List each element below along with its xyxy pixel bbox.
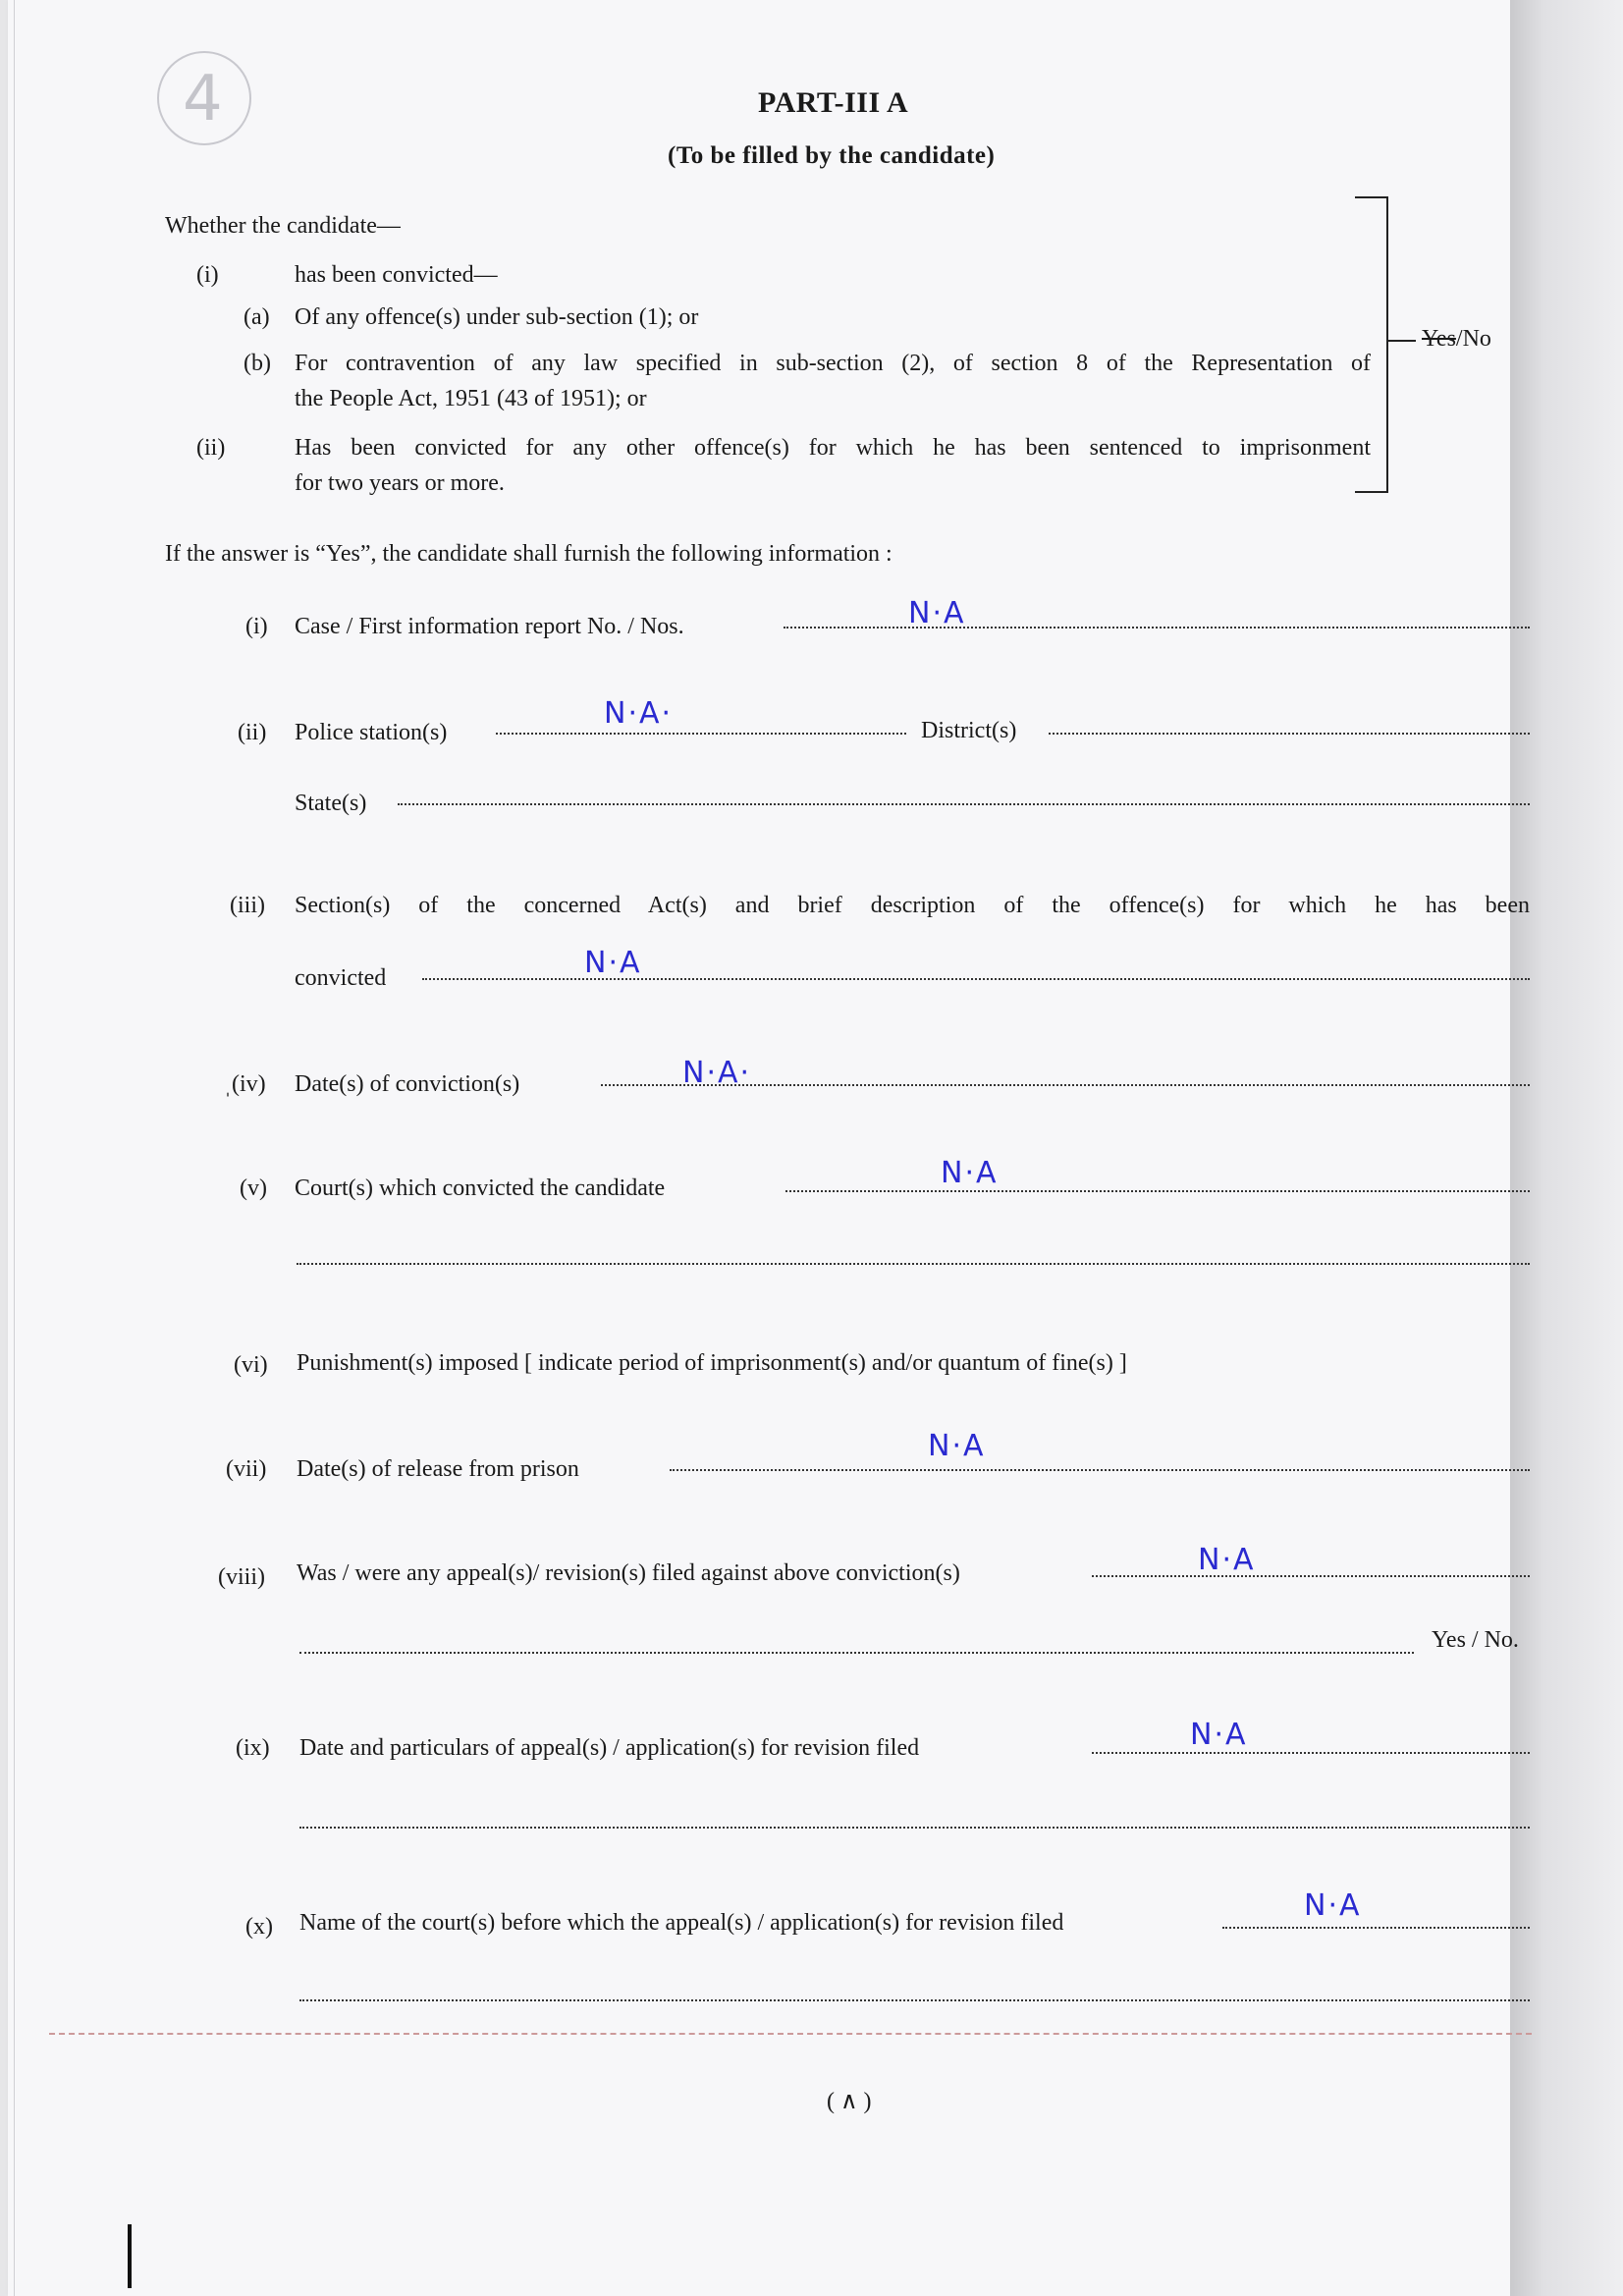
clause-ii-text-line2: for two years or more.	[295, 470, 505, 496]
item-vi-number: (vi)	[234, 1352, 268, 1378]
bracket-connector	[1386, 340, 1416, 342]
item-i-handwritten-answer: N·A	[908, 596, 966, 630]
item-v-label: Court(s) which convicted the candidate	[295, 1175, 666, 1201]
scan-edge	[1510, 0, 1623, 2296]
district-label: District(s)	[921, 718, 1017, 743]
clause-bracket	[1355, 196, 1388, 493]
item-x-number: (x)	[245, 1914, 273, 1940]
item-ii-handwritten-answer: N·A·	[604, 696, 674, 731]
page-number: ( ∧ )	[827, 2089, 872, 2114]
item-vii-answer-line[interactable]	[670, 1469, 1530, 1471]
clause-ii-number: (ii)	[196, 435, 226, 461]
stacked-page-edges	[0, 0, 15, 2296]
clause-i-text: has been convicted—	[295, 262, 498, 288]
item-i-label: Case / First information report No. / Nos.	[295, 614, 684, 639]
item-i-number: (i)	[245, 614, 268, 639]
yes-no-answer	[1422, 327, 1491, 351]
item-iv-label: Date(s) of conviction(s)	[295, 1071, 520, 1097]
clause-a-text: Of any offence(s) under sub-section (1); or	[295, 304, 699, 330]
item-i-answer-line[interactable]	[784, 627, 1530, 629]
form-sheet	[8, 0, 1510, 2296]
item-iv-handwritten-answer: N·A·	[682, 1056, 752, 1090]
item-iii-number: (iii)	[230, 893, 265, 918]
item-ii-label: Police station(s)	[295, 720, 448, 745]
clause-b-number: (b)	[243, 351, 271, 376]
no-option: /No	[1455, 326, 1491, 352]
item-x-answer-line[interactable]	[1222, 1927, 1530, 1929]
binder-mark	[128, 2224, 132, 2288]
item-vii-handwritten-answer: N·A	[928, 1429, 986, 1463]
answer-instructions: If the answer is “Yes”, the candidate shall furnish the following information :	[165, 541, 893, 567]
item-ix-number: (ix)	[236, 1735, 270, 1761]
item-v-number: (v)	[240, 1175, 267, 1201]
item-x-answer-line-2[interactable]	[299, 1999, 1530, 2001]
item-iii-label-continued: convicted	[295, 965, 387, 991]
item-vii-label: Date(s) of release from prison	[297, 1456, 579, 1482]
item-ix-handwritten-answer: N·A	[1190, 1718, 1248, 1752]
item-viii-yes-no: Yes / No.	[1432, 1627, 1519, 1653]
item-viii-number: (viii)	[218, 1564, 265, 1590]
item-vi-label: Punishment(s) imposed [ indicate period of imprisonment(s) and/or quantum of fine(s) ]	[297, 1350, 1127, 1376]
clause-a-number: (a)	[243, 304, 270, 330]
item-ix-label: Date and particulars of appeal(s) / application(s) for revision filed	[299, 1735, 920, 1761]
clause-ii-text-line1: Has been convicted for any other offence(s) for which he has been sentenced to imprisonment	[295, 435, 1371, 461]
clause-b-text-line1: For contravention of any law specified in sub-section (2), of section 8 of the Representation of	[295, 351, 1371, 376]
police-station-answer-line[interactable]	[496, 733, 906, 735]
item-iv-number: ˌ(iv)	[224, 1071, 266, 1097]
item-viii-answer-line-2[interactable]	[299, 1652, 1414, 1654]
item-ii-number: (ii)	[238, 720, 267, 745]
item-vii-number: (vii)	[226, 1456, 267, 1482]
item-viii-label: Was / were any appeal(s)/ revision(s) filed against above conviction(s)	[297, 1560, 960, 1586]
page-subtitle: (To be filled by the candidate)	[668, 142, 996, 169]
perforation-line	[49, 2033, 1532, 2035]
item-iii-label: Section(s) of the concerned Act(s) and brief description of the offence(s) for which he has been	[295, 893, 1530, 918]
page-title: PART-III A	[758, 86, 909, 119]
state-answer-line[interactable]	[398, 803, 1530, 805]
clause-i-number: (i)	[196, 262, 219, 288]
intro-question: Whether the candidate—	[165, 213, 401, 239]
clause-b-text-line2: the People Act, 1951 (43 of 1951); or	[295, 386, 647, 411]
yes-struck-option: Yes	[1422, 326, 1456, 352]
item-v-handwritten-answer: N·A	[941, 1156, 999, 1190]
item-x-label: Name of the court(s) before which the appeal(s) / application(s) for revision filed	[299, 1910, 1064, 1936]
item-iii-handwritten-answer: N·A	[584, 946, 642, 980]
district-answer-line[interactable]	[1049, 733, 1530, 735]
item-ix-answer-line[interactable]	[1092, 1752, 1530, 1754]
item-ix-answer-line-2[interactable]	[299, 1827, 1530, 1829]
item-viii-handwritten-answer: N·A	[1198, 1543, 1256, 1577]
item-x-handwritten-answer: N·A	[1304, 1888, 1362, 1923]
state-label: State(s)	[295, 791, 367, 816]
stamp-mark: 4	[183, 63, 223, 136]
item-v-answer-line[interactable]	[785, 1190, 1530, 1192]
item-v-answer-line-2[interactable]	[297, 1263, 1530, 1265]
item-viii-answer-line[interactable]	[1092, 1575, 1530, 1577]
